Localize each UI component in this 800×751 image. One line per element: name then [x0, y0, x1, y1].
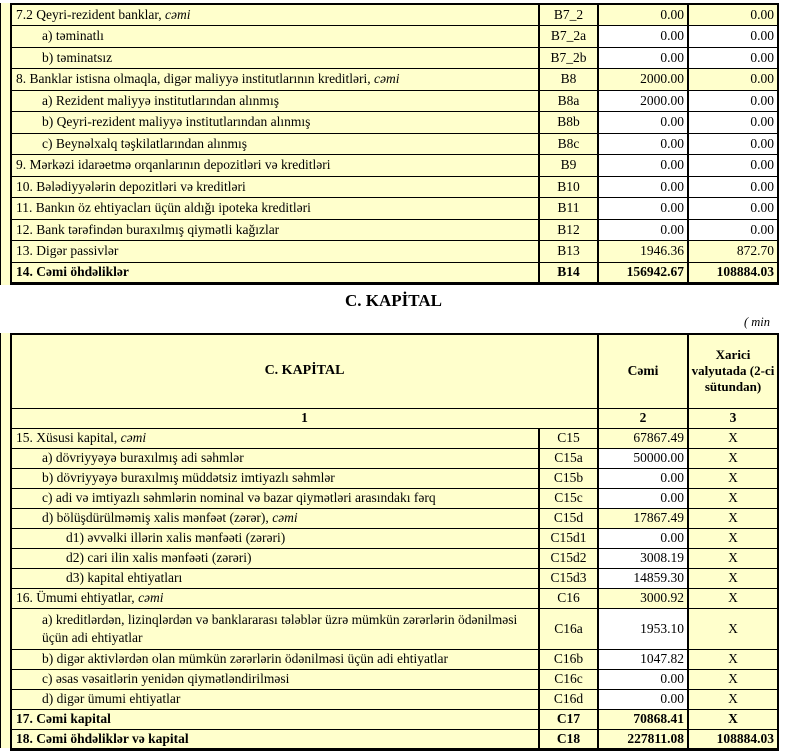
row-code-cell: C15a	[539, 448, 598, 468]
table-row	[11, 548, 778, 568]
row-label: a) kreditlərdən, lizinqlərdən və banklararası tələblər üzrə mümkün zərərlərin ödənilməsi üçün adi ehtiyatlar	[42, 611, 518, 645]
row-total-cell: 0.00	[598, 4, 688, 26]
row-total-cell: 2000.00	[598, 90, 688, 112]
row-total-cell: 0.00	[598, 488, 688, 508]
row-label-cell	[11, 528, 539, 548]
row-label-cell	[11, 69, 539, 91]
table-row	[11, 155, 778, 177]
unit-note: ( min	[743, 315, 770, 329]
row-fx-cell: 0.00	[688, 219, 778, 241]
table-row	[11, 428, 778, 448]
row-fx-cell: X	[688, 568, 778, 588]
row-label: 9. Mərkəzi idarəetmə orqanlarının depozitləri və kreditləri	[16, 157, 331, 173]
row-label-cell	[11, 133, 539, 155]
row-total-cell: 0.00	[598, 155, 688, 177]
row-label: 16. Ümumi ehtiyatlar,	[16, 590, 139, 606]
row-label-cell	[11, 428, 539, 448]
row-label-cell	[11, 649, 539, 669]
capital-header-name: C. KAPİTAL	[11, 334, 598, 408]
row-total-cell: 0.00	[598, 176, 688, 198]
row-code-cell: C15d	[539, 508, 598, 528]
table-row	[11, 709, 778, 729]
row-code-cell: B13	[539, 241, 598, 263]
row-code-cell: B9	[539, 155, 598, 177]
row-fx-cell: 108884.03	[688, 729, 778, 749]
row-fx-cell: 0.00	[688, 112, 778, 134]
row-label-cell	[11, 219, 539, 241]
row-total-cell: 0.00	[598, 528, 688, 548]
table-row	[11, 47, 778, 69]
row-fx-cell: X	[688, 448, 778, 468]
column-number-2: 2	[598, 408, 688, 428]
row-total-cell: 67867.49	[598, 428, 688, 448]
row-total-cell: 0.00	[598, 468, 688, 488]
row-label: 10. Bələdiyyələrin depozitləri və kreditləri	[16, 178, 246, 194]
table-row	[11, 568, 778, 588]
row-label: 14. Cəmi öhdəliklər	[16, 264, 129, 280]
row-label: 18. Cəmi öhdəliklər və kapital	[16, 730, 189, 746]
row-fx-cell: X	[688, 488, 778, 508]
row-label: c) adi və imtiyazlı səhmlərin nominal və bazar qiymətləri arasındakı fərq	[42, 490, 436, 506]
table-row	[11, 4, 778, 26]
row-label: d) digər ümumi ehtiyatlar	[42, 691, 181, 707]
row-total-cell: 3008.19	[598, 548, 688, 568]
row-code-cell: C15d3	[539, 568, 598, 588]
row-code-cell: B7_2	[539, 4, 598, 26]
row-total-cell: 14859.30	[598, 568, 688, 588]
row-label: 7.2 Qeyri-rezident banklar,	[16, 7, 166, 23]
row-total-cell: 0.00	[598, 47, 688, 69]
column-number-3: 3	[688, 408, 778, 428]
row-label-cell	[11, 4, 539, 26]
row-code-cell: C16	[539, 588, 598, 608]
row-fx-cell: X	[688, 709, 778, 729]
row-label-cell	[11, 548, 539, 568]
row-fx-cell: 0.00	[688, 90, 778, 112]
row-label-cell	[11, 588, 539, 608]
row-code-cell: B11	[539, 198, 598, 220]
row-total-cell: 1946.36	[598, 241, 688, 263]
row-total-cell: 2000.00	[598, 69, 688, 91]
row-fx-cell: X	[688, 608, 778, 649]
table-row	[11, 198, 778, 220]
row-code-cell: B14	[539, 262, 598, 284]
row-total-cell: 0.00	[598, 26, 688, 48]
row-label-cell	[11, 468, 539, 488]
row-code-cell: C18	[539, 729, 598, 749]
row-label: 17. Cəmi kapital	[16, 711, 111, 727]
row-code-cell: B8a	[539, 90, 598, 112]
row-total-cell: 0.00	[598, 133, 688, 155]
table-row	[11, 26, 778, 48]
row-fx-cell: 0.00	[688, 155, 778, 177]
row-code-cell: C15d2	[539, 548, 598, 568]
table-row	[11, 508, 778, 528]
row-fx-cell: X	[688, 649, 778, 669]
row-label-cell	[11, 689, 539, 709]
row-fx-cell: X	[688, 689, 778, 709]
capital-header-fx: Xarici valyutada (2-ci sütundan)	[688, 334, 778, 408]
table-row	[11, 468, 778, 488]
table-row	[11, 448, 778, 468]
row-fx-cell: 0.00	[688, 133, 778, 155]
table-row	[11, 608, 778, 649]
table-row	[11, 90, 778, 112]
table-row	[11, 689, 778, 709]
capital-header-row	[11, 334, 778, 408]
row-label-cell	[11, 90, 539, 112]
row-total-cell: 1047.82	[598, 649, 688, 669]
row-fx-cell: 872.70	[688, 241, 778, 263]
row-label: d1) əvvəlki illərin xalis mənfəəti (zərəri)	[66, 530, 286, 546]
row-code-cell: B7_2a	[539, 26, 598, 48]
row-label: a) dövriyyəyə buraxılmış adi səhmlər	[42, 450, 244, 466]
row-code-cell: B8	[539, 69, 598, 91]
capital-table	[10, 333, 779, 751]
row-label-cell	[11, 669, 539, 689]
row-fx-cell: 108884.03	[688, 262, 778, 284]
cutoff-column-sliver	[0, 333, 10, 748]
row-code-cell: B8c	[539, 133, 598, 155]
row-total-cell: 0.00	[598, 112, 688, 134]
row-label-cell	[11, 47, 539, 69]
row-label: d) bölüşdürülməmiş xalis mənfəət (zərər),	[42, 510, 273, 526]
row-total-cell: 1953.10	[598, 608, 688, 649]
row-total-cell: 17867.49	[598, 508, 688, 528]
row-fx-cell: X	[688, 528, 778, 548]
row-label: c) əsas vəsaitlərin yenidən qiymətləndirilməsi	[42, 671, 290, 687]
row-label: a) Rezident maliyyə institutlarından alınmış	[42, 92, 279, 108]
row-label-cell	[11, 568, 539, 588]
row-label: d2) cari ilin xalis mənfəəti (zərəri)	[66, 550, 252, 566]
row-fx-cell: 0.00	[688, 47, 778, 69]
table-row	[11, 133, 778, 155]
row-label-cell	[11, 26, 539, 48]
row-code-cell: C15d1	[539, 528, 598, 548]
row-code-cell: C16a	[539, 608, 598, 649]
row-total-cell: 156942.67	[598, 262, 688, 284]
row-label-cell	[11, 508, 539, 528]
row-label-italic: cəmi	[120, 430, 147, 446]
column-number-row	[11, 408, 778, 428]
row-fx-cell: X	[688, 428, 778, 448]
row-total-cell: 0.00	[598, 219, 688, 241]
row-label-cell	[11, 112, 539, 134]
row-total-cell: 0.00	[598, 689, 688, 709]
row-code-cell: B8b	[539, 112, 598, 134]
row-label-italic: cəmi	[374, 71, 400, 87]
row-label: b) təminatsız	[42, 49, 113, 65]
row-total-cell: 227811.08	[598, 729, 688, 749]
row-fx-cell: X	[688, 508, 778, 528]
row-label: 8. Banklar istisna olmaqla, digər maliyyə institutlarının kreditləri,	[16, 71, 375, 87]
table-row	[11, 262, 778, 284]
table-row	[11, 669, 778, 689]
table-row	[11, 176, 778, 198]
table-row	[11, 488, 778, 508]
row-fx-cell: 0.00	[688, 198, 778, 220]
row-label-cell	[11, 729, 539, 749]
row-fx-cell: 0.00	[688, 26, 778, 48]
row-code-cell: C15c	[539, 488, 598, 508]
row-fx-cell: X	[688, 468, 778, 488]
row-total-cell: 3000.92	[598, 588, 688, 608]
row-label: 12. Bank tərəfindən buraxılmış qiymətli kağızlar	[16, 221, 280, 237]
row-label: b) digər aktivlərdən olan mümkün zərərlərin ödənilməsi üçün adi ehtiyatlar	[42, 651, 448, 667]
row-code-cell: B7_2b	[539, 47, 598, 69]
row-total-cell: 70868.41	[598, 709, 688, 729]
table-row	[11, 649, 778, 669]
liabilities-table	[10, 3, 779, 285]
table-row	[11, 729, 778, 749]
cutoff-column-sliver	[0, 3, 10, 285]
row-label-cell	[11, 176, 539, 198]
table-row	[11, 588, 778, 608]
row-fx-cell: X	[688, 548, 778, 568]
row-code-cell: B12	[539, 219, 598, 241]
row-label-italic: cəmi	[138, 590, 164, 606]
row-code-cell: C16d	[539, 689, 598, 709]
row-label-italic: cəmi	[165, 7, 191, 23]
row-label: b) Qeyri-rezident maliyyə institutlarından alınmış	[42, 114, 311, 130]
row-label: 11. Bankın öz ehtiyacları üçün aldığı ipoteka kreditləri	[16, 200, 311, 216]
row-code-cell: C16c	[539, 669, 598, 689]
row-total-cell: 0.00	[598, 669, 688, 689]
row-total-cell: 0.00	[598, 198, 688, 220]
table-row	[11, 69, 778, 91]
row-label-cell	[11, 155, 539, 177]
row-label-cell	[11, 448, 539, 468]
row-label: 15. Xüsusi kapital,	[16, 430, 121, 446]
row-total-cell: 50000.00	[598, 448, 688, 468]
row-code-cell: C16b	[539, 649, 598, 669]
row-label-cell	[11, 198, 539, 220]
table-row	[11, 219, 778, 241]
column-number-1: 1	[11, 408, 598, 428]
capital-header-total: Cəmi	[598, 334, 688, 408]
row-fx-cell: X	[688, 669, 778, 689]
row-label: b) dövriyyəyə buraxılmış müddətsiz imtiyazlı səhmlər	[42, 470, 335, 486]
row-code-cell: C17	[539, 709, 598, 729]
row-fx-cell: X	[688, 588, 778, 608]
row-fx-cell: 0.00	[688, 4, 778, 26]
row-label-cell	[11, 608, 539, 649]
row-label-italic: cəmi	[272, 510, 298, 526]
row-label: 13. Digər passivlər	[16, 243, 119, 259]
row-fx-cell: 0.00	[688, 69, 778, 91]
table-row	[11, 112, 778, 134]
row-label-cell	[11, 709, 539, 729]
row-label-cell	[11, 262, 539, 284]
row-label-cell	[11, 488, 539, 508]
row-label-cell	[11, 241, 539, 263]
row-code-cell: C15	[539, 428, 598, 448]
row-label: a) təminatlı	[42, 28, 104, 44]
row-label: d3) kapital ehtiyatları	[66, 570, 183, 586]
table-row	[11, 528, 778, 548]
capital-title: C. KAPİTAL	[345, 291, 442, 310]
row-code-cell: B10	[539, 176, 598, 198]
table-row	[11, 241, 778, 263]
row-label: c) Beynəlxalq təşkilatlarından alınmış	[42, 135, 248, 151]
row-code-cell: C15b	[539, 468, 598, 488]
row-fx-cell: 0.00	[688, 176, 778, 198]
